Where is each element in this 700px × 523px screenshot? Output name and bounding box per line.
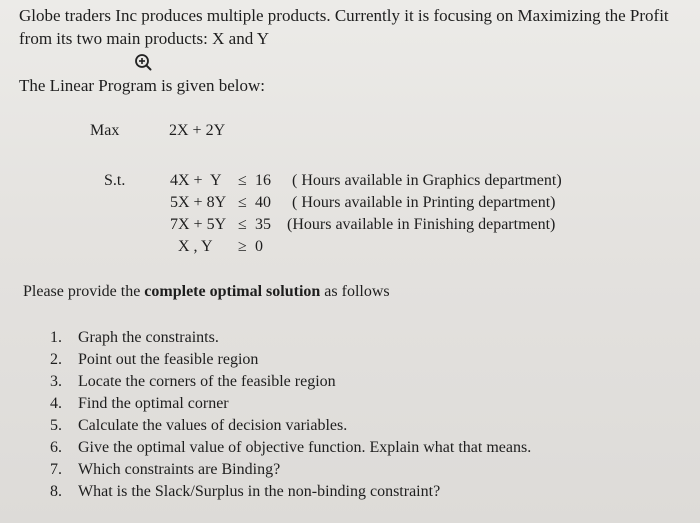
list-item-number: 2. (50, 351, 62, 368)
lp-intro-text: The Linear Program is given below: (19, 76, 265, 95)
zoom-in-icon[interactable] (134, 53, 152, 71)
constraint-expression: 5X + 8Y (170, 194, 227, 211)
constraint-expression: 4X + Y (170, 172, 222, 189)
instructions-prompt (23, 283, 390, 301)
constraint-description: (Hours available in Finishing department) (287, 216, 556, 233)
list-item-text: Give the optimal value of objective function. Explain what that means. (78, 439, 532, 456)
list-item-number: 4. (50, 395, 62, 412)
constraint-description: ( Hours available in Graphics department) (292, 172, 562, 189)
list-item-number: 6. (50, 439, 62, 456)
objective-label: Max (90, 122, 120, 139)
intro-paragraph: Globe traders Inc produces multiple products. Currently it is focusing on Maximizing the Profit from its two main products: X and Y (19, 6, 669, 48)
list-item-number: 5. (50, 417, 62, 434)
list-item-number: 7. (50, 461, 62, 478)
constraints-label: S.t. (104, 172, 126, 189)
list-item (50, 459, 531, 481)
prompt-text-end: as follows (320, 283, 390, 300)
constraint-sign: ≤ (238, 216, 247, 233)
constraint-rhs: 40 (255, 194, 271, 211)
list-item-text: Find the optimal corner (78, 395, 229, 412)
list-item-text: What is the Slack/Surplus in the non-binding constraint? (78, 483, 441, 500)
constraint-sign: ≤ (238, 194, 247, 211)
constraint-rhs: 35 (255, 216, 271, 233)
list-item (50, 327, 531, 349)
list-item-text: Locate the corners of the feasible region (78, 373, 336, 390)
constraint-rhs: 0 (255, 238, 263, 255)
list-item-number: 3. (50, 373, 62, 390)
constraint-sign: ≥ (238, 238, 247, 255)
list-item-text: Which constraints are Binding? (78, 461, 281, 478)
list-item-text: Calculate the values of decision variables. (78, 417, 348, 434)
list-item-number: 8. (50, 483, 62, 500)
prompt-emphasis: complete optimal solution (144, 283, 321, 300)
constraint-sign: ≤ (238, 172, 247, 189)
list-item (50, 371, 531, 393)
list-item-text: Graph the constraints. (78, 329, 219, 346)
constraint-expression: X , Y (170, 238, 213, 255)
list-item (50, 349, 531, 371)
list-item (50, 481, 531, 503)
list-item-text: Point out the feasible region (78, 351, 259, 368)
constraint-expression: 7X + 5Y (170, 216, 227, 233)
constraint-description: ( Hours available in Printing department) (292, 194, 556, 211)
task-list (50, 327, 531, 503)
objective-expression: 2X + 2Y (169, 122, 226, 139)
constraint-rhs: 16 (255, 172, 271, 189)
list-item (50, 393, 531, 415)
list-item (50, 415, 531, 437)
list-item (50, 437, 531, 459)
prompt-text: Please provide the (23, 283, 145, 300)
list-item-number: 1. (50, 329, 62, 346)
